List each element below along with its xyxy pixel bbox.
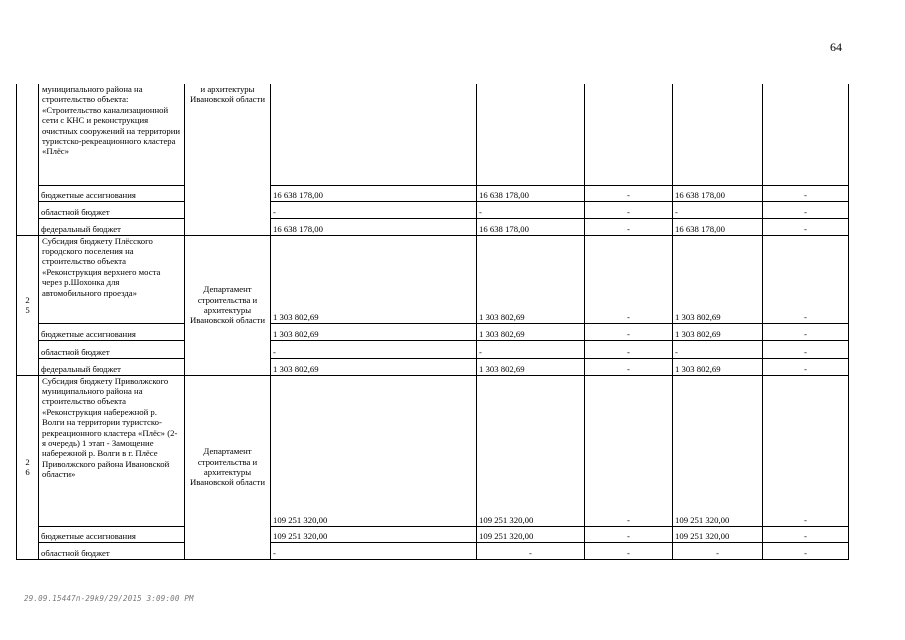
- table-row: [17, 358, 849, 375]
- value-cell: 109 251 320,00: [673, 526, 763, 542]
- page-number: 64: [830, 40, 842, 54]
- table-row: [17, 340, 849, 358]
- value-cell: -: [763, 323, 849, 340]
- value-cell: -: [763, 218, 849, 235]
- table-row: [17, 84, 849, 185]
- row-responsible: Департамент строительства и архитектуры Ивановской области: [185, 235, 271, 375]
- value-cell: 16 638 178,00: [271, 218, 477, 235]
- value-cell: -: [271, 542, 477, 559]
- row-label: федеральный бюджет: [39, 358, 185, 375]
- value-cell: 1 303 802,69: [271, 235, 477, 323]
- value-cell: -: [763, 235, 849, 323]
- table-row: [17, 323, 849, 340]
- value-cell: -: [271, 201, 477, 218]
- row-label: бюджетные ассигнования: [39, 526, 185, 542]
- row-responsible: и архитектуры Ивановской области: [185, 84, 271, 235]
- row-label: бюджетные ассигнования: [39, 323, 185, 340]
- value-cell: 109 251 320,00: [271, 375, 477, 526]
- table-row: [17, 185, 849, 201]
- row-number-cell: [17, 375, 39, 559]
- value-cell: -: [673, 340, 763, 358]
- value-cell: 109 251 320,00: [477, 526, 585, 542]
- table-row: [17, 201, 849, 218]
- value-cell: -: [763, 340, 849, 358]
- value-cell: 16 638 178,00: [477, 185, 585, 201]
- value-cell: -: [585, 218, 673, 235]
- budget-table: [16, 84, 849, 560]
- document-footer-stamp: 29.09.15447п-29k9/29/2015 3:09:00 PM: [24, 594, 194, 603]
- value-cell: -: [763, 375, 849, 526]
- value-cell: -: [585, 185, 673, 201]
- row-number-digit: 2: [25, 295, 30, 305]
- value-cell: 1 303 802,69: [477, 323, 585, 340]
- value-cell: 1 303 802,69: [673, 358, 763, 375]
- row-number-cell: [17, 235, 39, 375]
- value-cell: -: [763, 358, 849, 375]
- value-cell: 1 303 802,69: [673, 323, 763, 340]
- value-cell: -: [477, 542, 585, 559]
- value-cell: 109 251 320,00: [673, 375, 763, 526]
- row-number-digit: 6: [25, 467, 30, 477]
- table-row: [17, 542, 849, 559]
- value-cell: -: [585, 201, 673, 218]
- table-row: [17, 526, 849, 542]
- row-number-digit: 2: [25, 457, 30, 467]
- value-cell: -: [477, 340, 585, 358]
- value-cell: -: [585, 542, 673, 559]
- value-cell: 16 638 178,00: [673, 218, 763, 235]
- row-label: областной бюджет: [39, 340, 185, 358]
- value-cell: 16 638 178,00: [673, 185, 763, 201]
- row-label: бюджетные ассигнования: [39, 185, 185, 201]
- value-cell: 16 638 178,00: [477, 218, 585, 235]
- value-cell: 1 303 802,69: [673, 235, 763, 323]
- value-cell: -: [673, 201, 763, 218]
- value-cell: 109 251 320,00: [271, 526, 477, 542]
- value-cell: -: [585, 235, 673, 323]
- value-cell: -: [585, 323, 673, 340]
- value-cell: 1 303 802,69: [271, 358, 477, 375]
- table-row: [17, 235, 849, 323]
- value-cell: -: [271, 340, 477, 358]
- table-row: [17, 218, 849, 235]
- value-cell: 1 303 802,69: [271, 323, 477, 340]
- value-cell: -: [585, 526, 673, 542]
- value-cell: -: [763, 201, 849, 218]
- value-cell: -: [763, 542, 849, 559]
- row-description: Субсидия бюджету Приволжского муниципального района на строительство объекта «Реконструкция набережной р. Волги на территории туристско-рекреационного кластера «Плёс» (2-я очередь) 1 этап - Замощение набережной р. Волги в г. Плёсе Приволжского района Ивановской области»: [39, 375, 185, 526]
- value-cell: -: [673, 542, 763, 559]
- value-cell: -: [585, 358, 673, 375]
- value-cell: 16 638 178,00: [271, 185, 477, 201]
- row-number-cell: [17, 84, 39, 235]
- value-cell: -: [477, 201, 585, 218]
- table-row: [17, 375, 849, 526]
- row-label: областной бюджет: [39, 542, 185, 559]
- value-cell: 109 251 320,00: [477, 375, 585, 526]
- row-description: муниципального района на строительство объекта: «Строительство канализационной сети с КНС и реконструкция очистных сооружений на территории туристско-рекреационного кластера «Плёс»: [39, 84, 185, 185]
- value-cell: -: [585, 340, 673, 358]
- row-description: Субсидия бюджету Плёсского городского поселения на строительство объекта «Реконструкция верхнего моста через р.Шохонка для автомобильного проезда»: [39, 235, 185, 323]
- value-cell: 1 303 802,69: [477, 358, 585, 375]
- value-cell: -: [763, 185, 849, 201]
- row-responsible: Департамент строительства и архитектуры Ивановской области: [185, 375, 271, 559]
- value-cell: -: [585, 375, 673, 526]
- row-number-digit: 5: [25, 305, 30, 315]
- row-label: федеральный бюджет: [39, 218, 185, 235]
- row-label: областной бюджет: [39, 201, 185, 218]
- value-cell: -: [763, 526, 849, 542]
- value-cell: 1 303 802,69: [477, 235, 585, 323]
